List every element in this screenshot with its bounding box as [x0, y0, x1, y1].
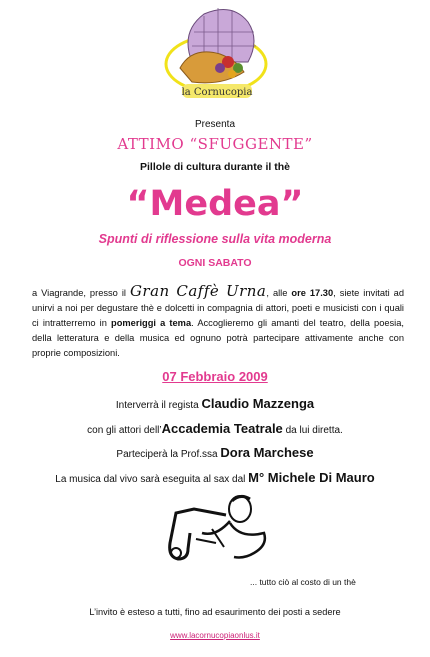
ogni-sabato-label: OGNI SABATO: [178, 257, 252, 269]
attimo-sfuggente-heading: ATTIMO “SFUGGENTE”: [117, 135, 313, 153]
website-link[interactable]: www.lacornucopiaonlus.it: [170, 631, 260, 640]
director-name: Claudio Mazzenga: [201, 396, 315, 411]
website-link-wrap: [0, 631, 430, 640]
line-actors: con gli attori dell’Accademia Teatrale da lui diretta.: [87, 421, 343, 436]
themed-afternoons: pomeriggi a tema: [111, 318, 192, 328]
presenta-label: Presenta: [194, 119, 236, 130]
venue-name: Gran Caffè Urna: [129, 282, 267, 300]
event-time: ore 17.30: [291, 288, 334, 298]
svg-text:la Cornucopia: la Cornucopia: [181, 87, 253, 98]
professor-name: Dora Marchese: [220, 445, 314, 460]
subtitle: Spunti di riflessione sulla vita moderna: [98, 232, 332, 246]
event-date: 07 Febbraio 2009: [162, 369, 268, 384]
medea-title: “Medea”: [126, 184, 304, 224]
body-text-2: . Accoglieremo gli amanti del teatro, della poesia, della letteratura e della musica ed ognuno potrà partecipare attivamente anche con proprie composizioni.: [32, 318, 404, 358]
tutto-cost-note: ... tutto ciò al costo di un thè: [250, 577, 356, 587]
academy-name: Accademia Teatrale: [161, 421, 283, 436]
line-music: La musica dal vivo sarà eseguita al sax dal M° Michele Di Mauro: [55, 470, 375, 485]
body-time-intro: , alle: [266, 288, 288, 298]
body-intro: a Viagrande, presso il: [32, 288, 126, 298]
saxophonist-illustration-icon: [154, 493, 272, 569]
body-paragraph: [32, 284, 404, 361]
musician-name: M° Michele Di Mauro: [248, 470, 375, 485]
line-professor: Parteciperà la Prof.ssa Dora Marchese: [116, 445, 314, 460]
invitation-note: L’invito è esteso a tutti, fino ad esaurimento dei posti a sedere: [89, 607, 341, 617]
line-director: Interverrà il regista Claudio Mazzenga: [115, 396, 315, 411]
body-text-1: , siete invitati ad unirvi a noi per degustare thè e dolcetti in compagnia di attori, poeti e musicisti con i quali ci intratterremo in: [32, 288, 404, 328]
cornucopia-logo-icon: [162, 2, 270, 108]
pillole-subheading: Pillole di cultura durante il thè: [140, 161, 290, 173]
